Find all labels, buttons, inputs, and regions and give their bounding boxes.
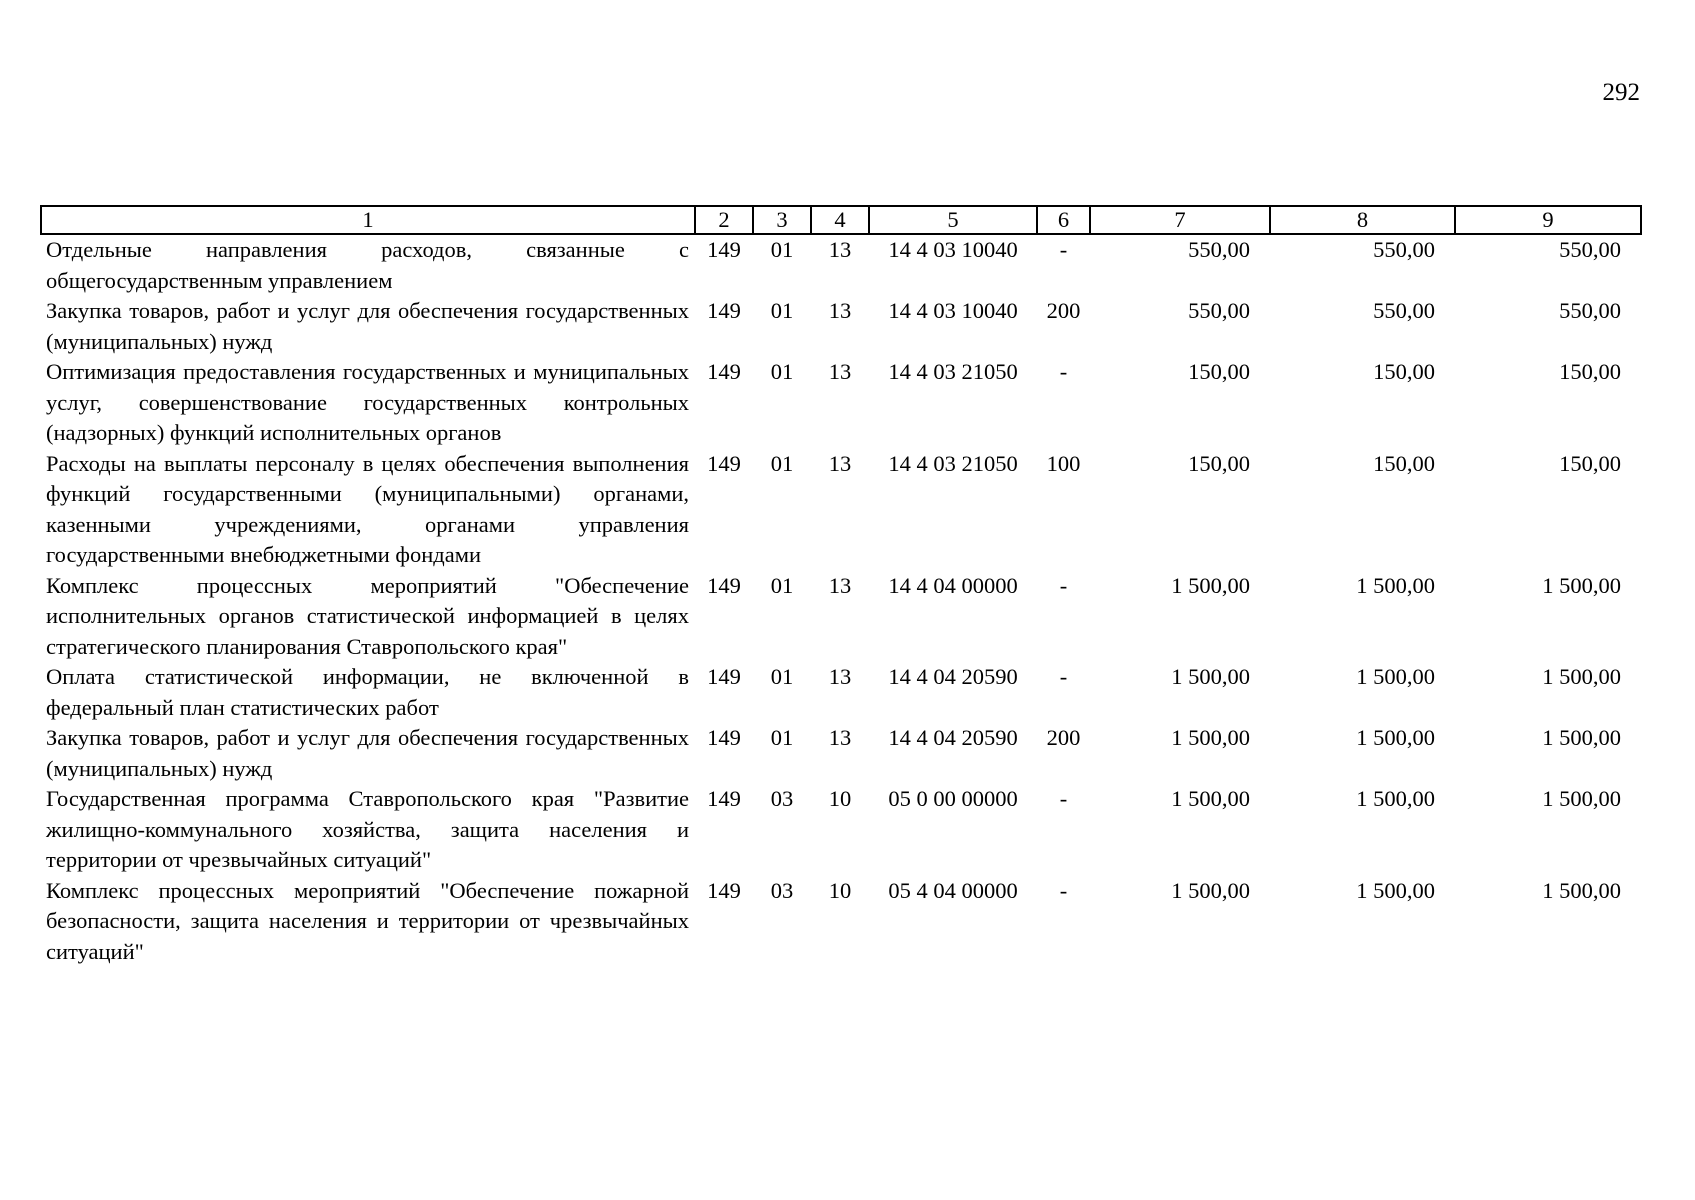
row-section: 01 xyxy=(770,237,794,262)
row-ministry-code: 149 xyxy=(707,450,741,476)
row-amount-col8: 150,00 xyxy=(1373,359,1435,384)
row-target-article: 14 4 03 10040 xyxy=(888,237,1018,262)
header-col-4: 4 xyxy=(811,206,869,234)
row-name: Закупка товаров, работ и услуг для обеспечения государственных (муниципальных) нужд xyxy=(46,725,689,781)
row-name: Комплекс процессных мероприятий "Обеспечение исполнительных органов статистической информацией в целях стратегического планирования Ставропольского края" xyxy=(46,572,689,659)
row-target-article: 14 4 04 00000 xyxy=(888,572,1018,598)
row-subsection: 10 xyxy=(828,877,852,903)
row-target-article: 14 4 03 21050 xyxy=(888,450,1018,476)
row-amount-col7: 1 500,00 xyxy=(1171,664,1250,689)
row-expense-type: - xyxy=(1059,572,1068,598)
header-row xyxy=(41,206,1641,234)
table-row xyxy=(41,234,1641,296)
row-subsection: 13 xyxy=(828,359,852,384)
row-ministry-code: 149 xyxy=(707,786,741,811)
row-target-article: 14 4 04 20590 xyxy=(888,725,1018,750)
row-target-article: 05 4 04 00000 xyxy=(888,877,1018,903)
row-amount-col9: 550,00 xyxy=(1559,237,1621,262)
table-row xyxy=(41,449,1641,571)
row-section: 01 xyxy=(770,664,794,689)
row-amount-col8: 550,00 xyxy=(1373,237,1435,262)
table-row xyxy=(41,357,1641,449)
row-subsection: 13 xyxy=(828,725,852,750)
row-amount-col8: 1 500,00 xyxy=(1356,664,1435,689)
row-amount-col9: 150,00 xyxy=(1559,450,1621,476)
table-header xyxy=(41,206,1641,234)
header-col-7: 7 xyxy=(1090,206,1270,234)
row-section: 03 xyxy=(770,877,794,903)
header-col-8: 8 xyxy=(1270,206,1455,234)
row-ministry-code: 149 xyxy=(707,359,741,384)
row-amount-col7: 1 500,00 xyxy=(1171,725,1250,750)
row-ministry-code: 149 xyxy=(707,572,741,598)
table-row xyxy=(41,662,1641,723)
row-amount-col7: 1 500,00 xyxy=(1171,786,1250,811)
row-ministry-code: 149 xyxy=(707,664,741,689)
table-row xyxy=(41,784,1641,876)
row-amount-col8: 1 500,00 xyxy=(1356,725,1435,750)
row-amount-col8: 1 500,00 xyxy=(1356,786,1435,811)
header-col-5: 5 xyxy=(869,206,1037,234)
row-name: Расходы на выплаты персоналу в целях обеспечения выполнения функций государственными (муниципальными) органами, казенными учреждениями, органами управления государственными внебюджетными фондами xyxy=(46,450,689,567)
row-subsection: 13 xyxy=(828,298,852,323)
table-body xyxy=(41,234,1641,967)
row-target-article: 14 4 03 21050 xyxy=(888,359,1018,384)
row-section: 01 xyxy=(770,359,794,384)
row-ministry-code: 149 xyxy=(707,725,741,750)
row-amount-col7: 550,00 xyxy=(1188,237,1250,262)
row-section: 01 xyxy=(770,572,794,598)
row-amount-col7: 1 500,00 xyxy=(1171,572,1250,598)
row-amount-col8: 150,00 xyxy=(1373,450,1435,476)
header-col-2: 2 xyxy=(695,206,753,234)
row-ministry-code: 149 xyxy=(707,877,741,903)
row-name: Комплекс процессных мероприятий "Обеспечение пожарной безопасности, защита населения и территории от чрезвычайных ситуаций" xyxy=(46,877,689,964)
row-amount-col9: 1 500,00 xyxy=(1542,664,1621,689)
row-amount-col7: 150,00 xyxy=(1188,359,1250,384)
row-subsection: 13 xyxy=(828,664,852,689)
row-target-article: 05 0 00 00000 xyxy=(888,786,1018,811)
row-amount-col8: 550,00 xyxy=(1373,298,1435,323)
row-name: Закупка товаров, работ и услуг для обеспечения государственных (муниципальных) нужд xyxy=(46,298,689,354)
row-expense-type: 200 xyxy=(1046,298,1081,323)
row-section: 03 xyxy=(770,786,794,811)
header-col-3: 3 xyxy=(753,206,811,234)
row-section: 01 xyxy=(770,725,794,750)
row-expense-type: 200 xyxy=(1046,725,1081,750)
header-col-1: 1 xyxy=(41,206,695,234)
header-col-9: 9 xyxy=(1455,206,1641,234)
row-amount-col9: 1 500,00 xyxy=(1542,725,1621,750)
row-name: Государственная программа Ставропольского края "Развитие жилищно-коммунального хозяйства, защита населения и территории от чрезвычайных ситуаций" xyxy=(46,786,689,872)
page-number: 292 xyxy=(1602,79,1640,106)
row-amount-col9: 150,00 xyxy=(1559,359,1621,384)
row-expense-type: - xyxy=(1059,877,1068,903)
row-section: 01 xyxy=(770,450,794,476)
row-amount-col9: 1 500,00 xyxy=(1542,786,1621,811)
row-expense-type: - xyxy=(1059,359,1068,384)
row-subsection: 13 xyxy=(828,572,852,598)
row-subsection: 13 xyxy=(828,450,852,476)
row-name: Оптимизация предоставления государственных и муниципальных услуг, совершенствование государственных контрольных (надзорных) функций исполнительных органов xyxy=(46,359,689,445)
table-row xyxy=(41,296,1641,357)
row-amount-col7: 550,00 xyxy=(1188,298,1250,323)
row-section: 01 xyxy=(770,298,794,323)
row-amount-col8: 1 500,00 xyxy=(1356,572,1435,598)
row-target-article: 14 4 04 20590 xyxy=(888,664,1018,689)
row-target-article: 14 4 03 10040 xyxy=(888,298,1018,323)
row-expense-type: - xyxy=(1059,786,1068,811)
row-ministry-code: 149 xyxy=(707,237,741,262)
row-amount-col9: 1 500,00 xyxy=(1542,877,1621,903)
row-amount-col8: 1 500,00 xyxy=(1356,877,1435,903)
budget-table xyxy=(40,205,1642,967)
table-row xyxy=(41,723,1641,784)
row-expense-type: - xyxy=(1059,237,1068,262)
row-name: Оплата статистической информации, не включенной в федеральный план статистических работ xyxy=(46,664,689,720)
header-col-6: 6 xyxy=(1037,206,1090,234)
table-row xyxy=(41,571,1641,663)
row-ministry-code: 149 xyxy=(707,298,741,323)
row-name: Отдельные направления расходов, связанные с общегосударственным управлением xyxy=(46,237,689,293)
row-expense-type: 100 xyxy=(1046,450,1081,476)
row-amount-col9: 550,00 xyxy=(1559,298,1621,323)
table-row xyxy=(41,876,1641,968)
row-amount-col7: 1 500,00 xyxy=(1171,877,1250,903)
row-subsection: 13 xyxy=(828,237,852,262)
row-amount-col9: 1 500,00 xyxy=(1542,572,1621,598)
row-amount-col7: 150,00 xyxy=(1188,450,1250,476)
row-expense-type: - xyxy=(1059,664,1068,689)
row-subsection: 10 xyxy=(828,786,852,811)
